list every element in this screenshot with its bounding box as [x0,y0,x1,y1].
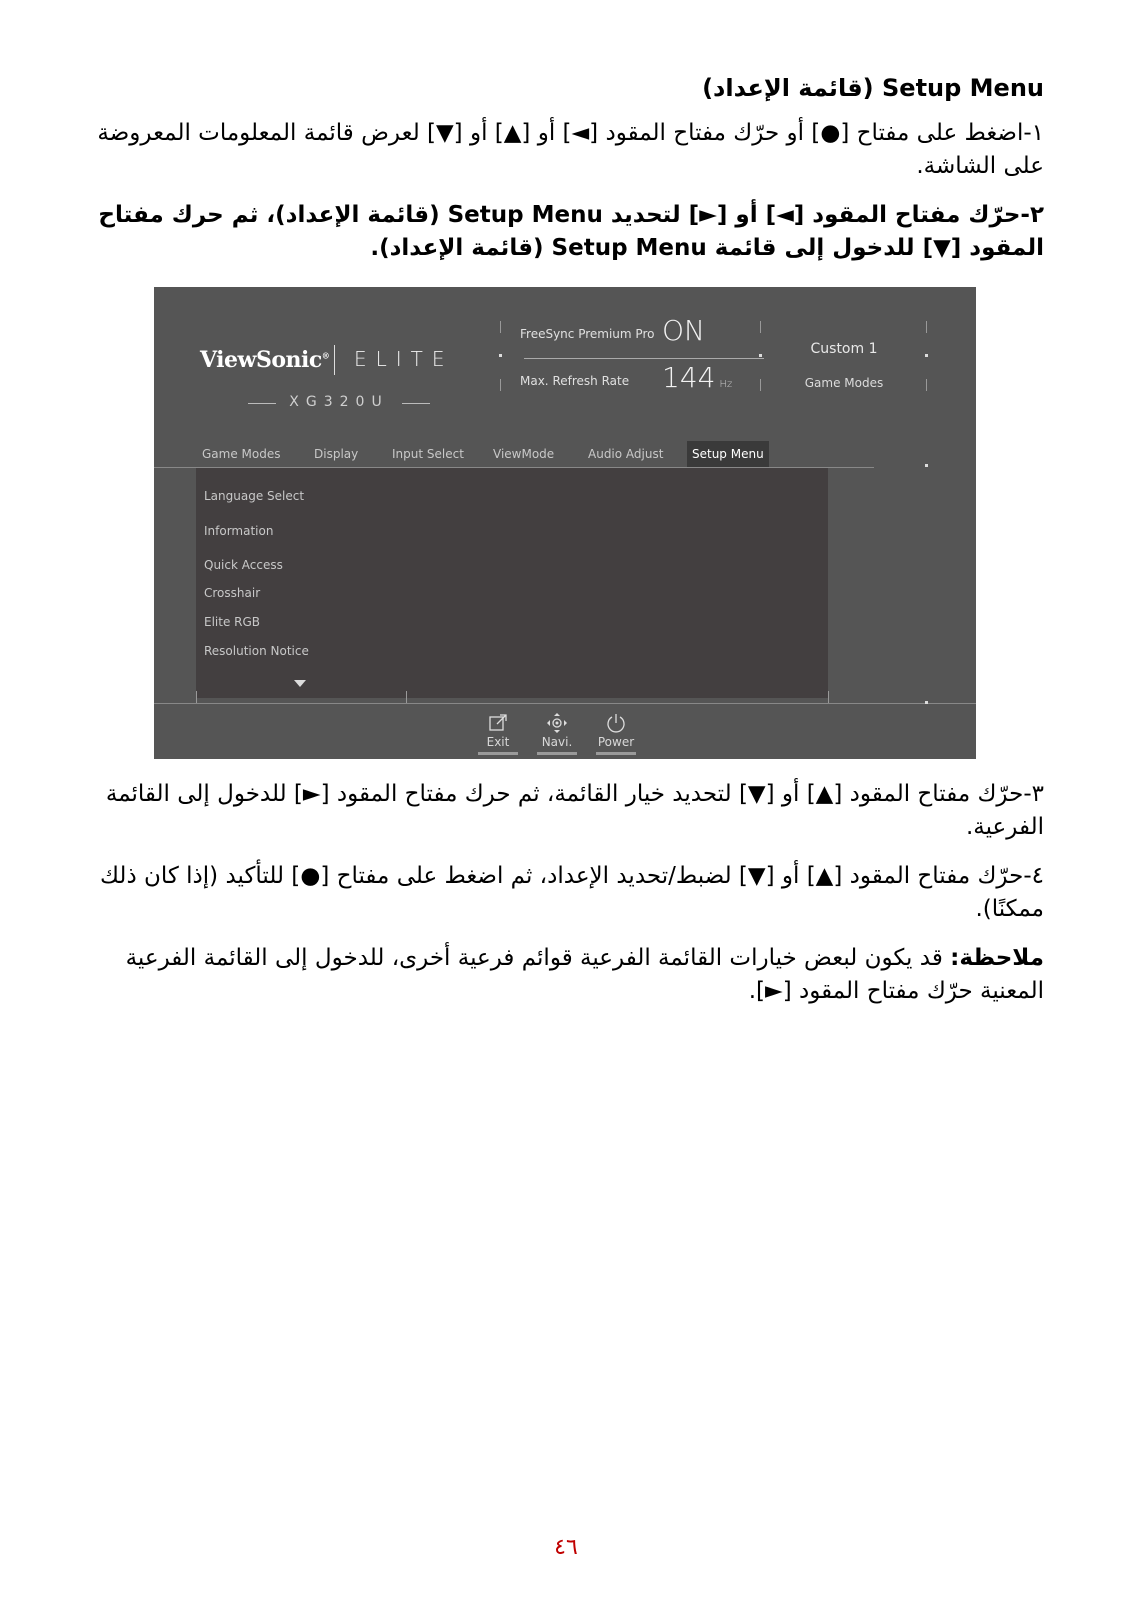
tab-game-modes[interactable]: Game Modes [202,447,281,461]
tab-viewmode[interactable]: ViewMode [493,447,555,461]
power-icon [592,712,640,734]
tab-display[interactable]: Display [314,447,359,461]
freesync-value: ON [662,314,705,347]
profile-name: Custom 1 [810,341,878,357]
navi-control[interactable]: Navi. [533,712,581,755]
tab-audio-adjust[interactable]: Audio Adjust [588,447,664,461]
note-label: ملاحظة: [950,945,1044,971]
step-2: ٢-حرّك مفتاح المقود [◄] أو [►] لتحديد Setup Menu (قائمة الإعداد)، ثم حرك مفتاح المقود [▼] للدخول إلى قائمة Setup Menu (قائمة الإعداد). [98,202,1044,261]
logo-divider [334,345,335,375]
model-name: XG320U [254,394,424,412]
note-text: قد يكون لبعض خيارات القائمة الفرعية قوائم فرعية أخرى، للدخول إلى القائمة الفرعية المعنية حرّك مفتاح المقود [►]. [125,945,1044,1004]
freesync-label: FreeSync Premium Pro [520,327,655,341]
menu-item-quick-access[interactable]: Quick Access [204,558,283,572]
profile-category: Game Modes [804,376,884,390]
step-1: ١-اضغط على مفتاح [●] أو حرّك مفتاح المقود [◄] أو [▲] أو [▼] لعرض قائمة المعلومات المعروضة على الشاشة. [97,120,1044,179]
stat-separator [524,358,764,359]
note [64,942,1044,1008]
refresh-label: Max. Refresh Rate [520,374,630,388]
viewsonic-logo: ViewSonic® [200,347,330,373]
menu-item-crosshair[interactable]: Crosshair [204,586,261,600]
menu-item-resolution-notice[interactable]: Resolution Notice [204,644,309,658]
bottom-separator [154,703,976,704]
section-title: Setup Menu (قائمة الإعداد) [702,74,1044,102]
menu-item-language-select[interactable]: Language Select [204,489,305,503]
refresh-value: 144 Hz [662,361,733,394]
exit-control[interactable]: Exit [474,712,522,755]
menu-item-information[interactable]: Information [204,524,274,538]
tab-setup-menu[interactable]: Setup Menu [687,441,769,467]
elite-logo: ELITE [354,347,454,371]
exit-icon [474,712,522,734]
scroll-down-icon[interactable] [294,680,306,687]
page-number: ٤٦ [554,1535,578,1560]
power-control[interactable]: Power [592,712,640,755]
joystick-icon [533,712,581,734]
menu-item-elite-rgb[interactable]: Elite RGB [204,615,261,629]
tab-input-select[interactable]: Input Select [392,447,464,461]
step-3: ٣-حرّك مفتاح المقود [▲] أو [▼] لتحديد خيار القائمة، ثم حرك مفتاح المقود [►] للدخول إلى القائمة الفرعية. [105,781,1044,840]
step-4: ٤-حرّك مفتاح المقود [▲] أو [▼] لضبط/تحديد الإعداد، ثم اضغط على مفتاح [●] للتأكيد (إذا كان ذلك ممكنًا). [100,863,1044,922]
setup-menu-panel [196,468,828,698]
osd-screenshot [154,287,976,759]
